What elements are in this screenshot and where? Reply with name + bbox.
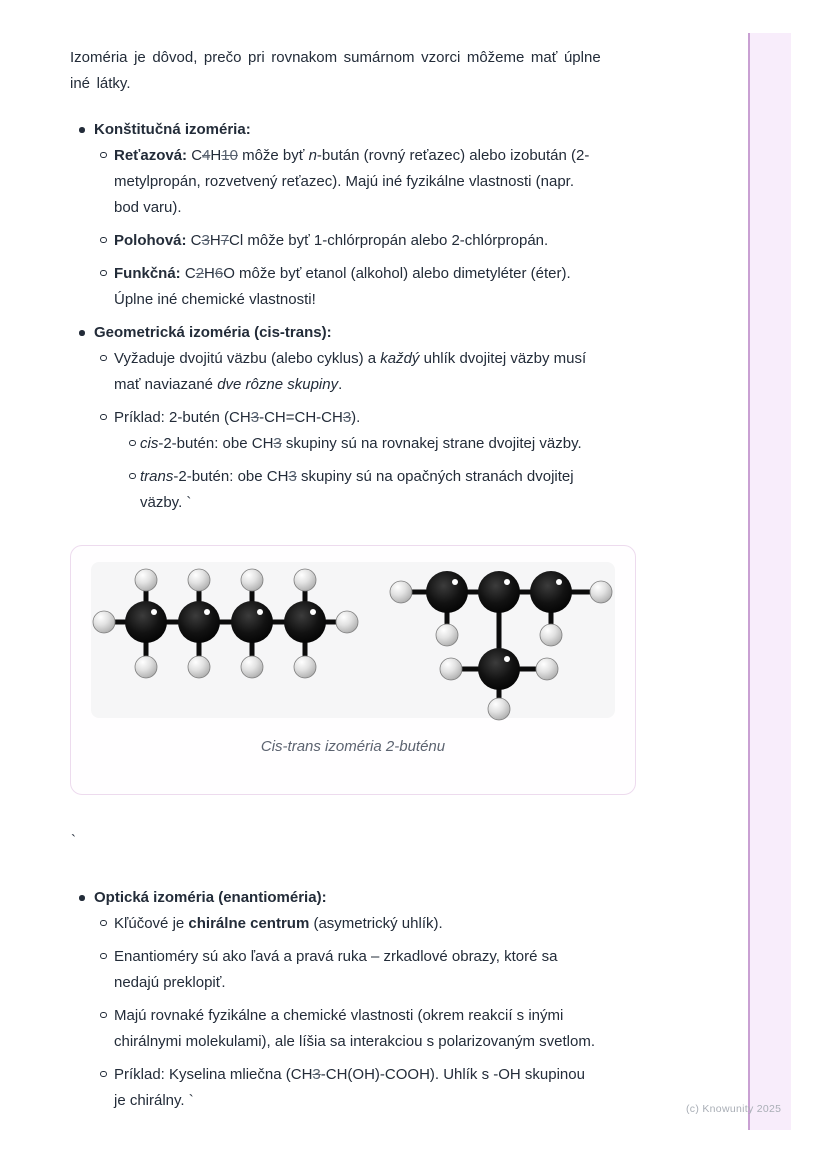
intro-paragraph: Izoméria je dôvod, prečo pri rovnakom sumárnom vzorci môžeme mať úplne iné látky. bbox=[70, 49, 601, 92]
list-item-kyselina-mliecna: Príklad: Kyselina mliečna (CH3-CH(OH)-COOH). Uhlík s -OH skupinou je chirálny. ` bbox=[114, 1062, 648, 1114]
highlight-bar bbox=[748, 33, 791, 1130]
list-item-priklad-2-buten bbox=[114, 405, 648, 516]
notes-content-top bbox=[70, 45, 648, 523]
molecule-svg bbox=[91, 562, 615, 718]
list-item-retazova: Reťazová: C4H10 môže byť n-bután (rovný reťazec) alebo izobután (2- metylpropán, rozvetvený reťazec). Majú iné fyzikálne vlastnosti (napr. bod varu). bbox=[114, 143, 648, 221]
molecule-image bbox=[91, 562, 615, 718]
figure-caption: Cis-trans izoméria 2-buténu bbox=[260, 738, 446, 755]
sub-list bbox=[94, 346, 648, 516]
figure-molecule-models bbox=[70, 545, 636, 795]
section-title: Konštitučná izoméria: bbox=[94, 121, 251, 138]
stray-backtick: ` bbox=[71, 832, 76, 849]
list-item-chiralne-centrum: Kľúčové je chirálne centrum (asymetrický uhlík). bbox=[114, 911, 648, 937]
list-item-funkcna: Funkčná: C2H6O môže byť etanol (alkohol) alebo dimetyléter (éter). Úplne iné chemické vlastnosti! bbox=[114, 261, 648, 313]
bullet-opticka-izomeria bbox=[94, 885, 648, 1114]
sub-sub-list bbox=[114, 431, 648, 516]
list-item-polohova: Polohová: C3H7Cl môže byť 1-chlórpropán alebo 2-chlórpropán. bbox=[114, 228, 648, 254]
section-title: Geometrická izoméria (cis-trans): bbox=[94, 324, 332, 341]
bullet-list bbox=[70, 117, 648, 516]
bullet-geometricka-izomeria bbox=[94, 320, 648, 516]
notes-content-bottom bbox=[70, 885, 648, 1121]
list-item-cis-2-buten: cis-2-butén: obe CH3 skupiny sú na rovnakej strane dvojitej väzby. bbox=[140, 431, 648, 457]
list-item-trans-2-buten: trans-2-butén: obe CH3 skupiny sú na opačných stranách dvojitej väzby. ` bbox=[140, 464, 648, 516]
list-item-text: Príklad: 2-butén (CH3-CH=CH-CH3). bbox=[114, 409, 361, 426]
bullet-konstitucna-izomeria bbox=[94, 117, 648, 313]
list-item-vlastnosti: Majú rovnaké fyzikálne a chemické vlastnosti (okrem reakcií s inými chirálnymi molekulami), ale líšia sa interakciou s polarizovaným svetlom. bbox=[114, 1003, 648, 1055]
watermark-text: (c) Knowunity 2025 bbox=[686, 1103, 782, 1115]
sub-list bbox=[94, 143, 648, 313]
list-item-vyzaduje: Vyžaduje dvojitú väzbu (alebo cyklus) a každý uhlík dvojitej väzby musí mať naviazané dve rôzne skupiny. bbox=[114, 346, 648, 398]
bullet-list bbox=[70, 885, 648, 1114]
sub-list bbox=[94, 911, 648, 1114]
section-title: Optická izoméria (enantioméria): bbox=[94, 889, 327, 906]
list-item-enantiomery: Enantioméry sú ako ľavá a pravá ruka – zrkadlové obrazy, ktoré sa nedajú preklopiť. bbox=[114, 944, 648, 996]
